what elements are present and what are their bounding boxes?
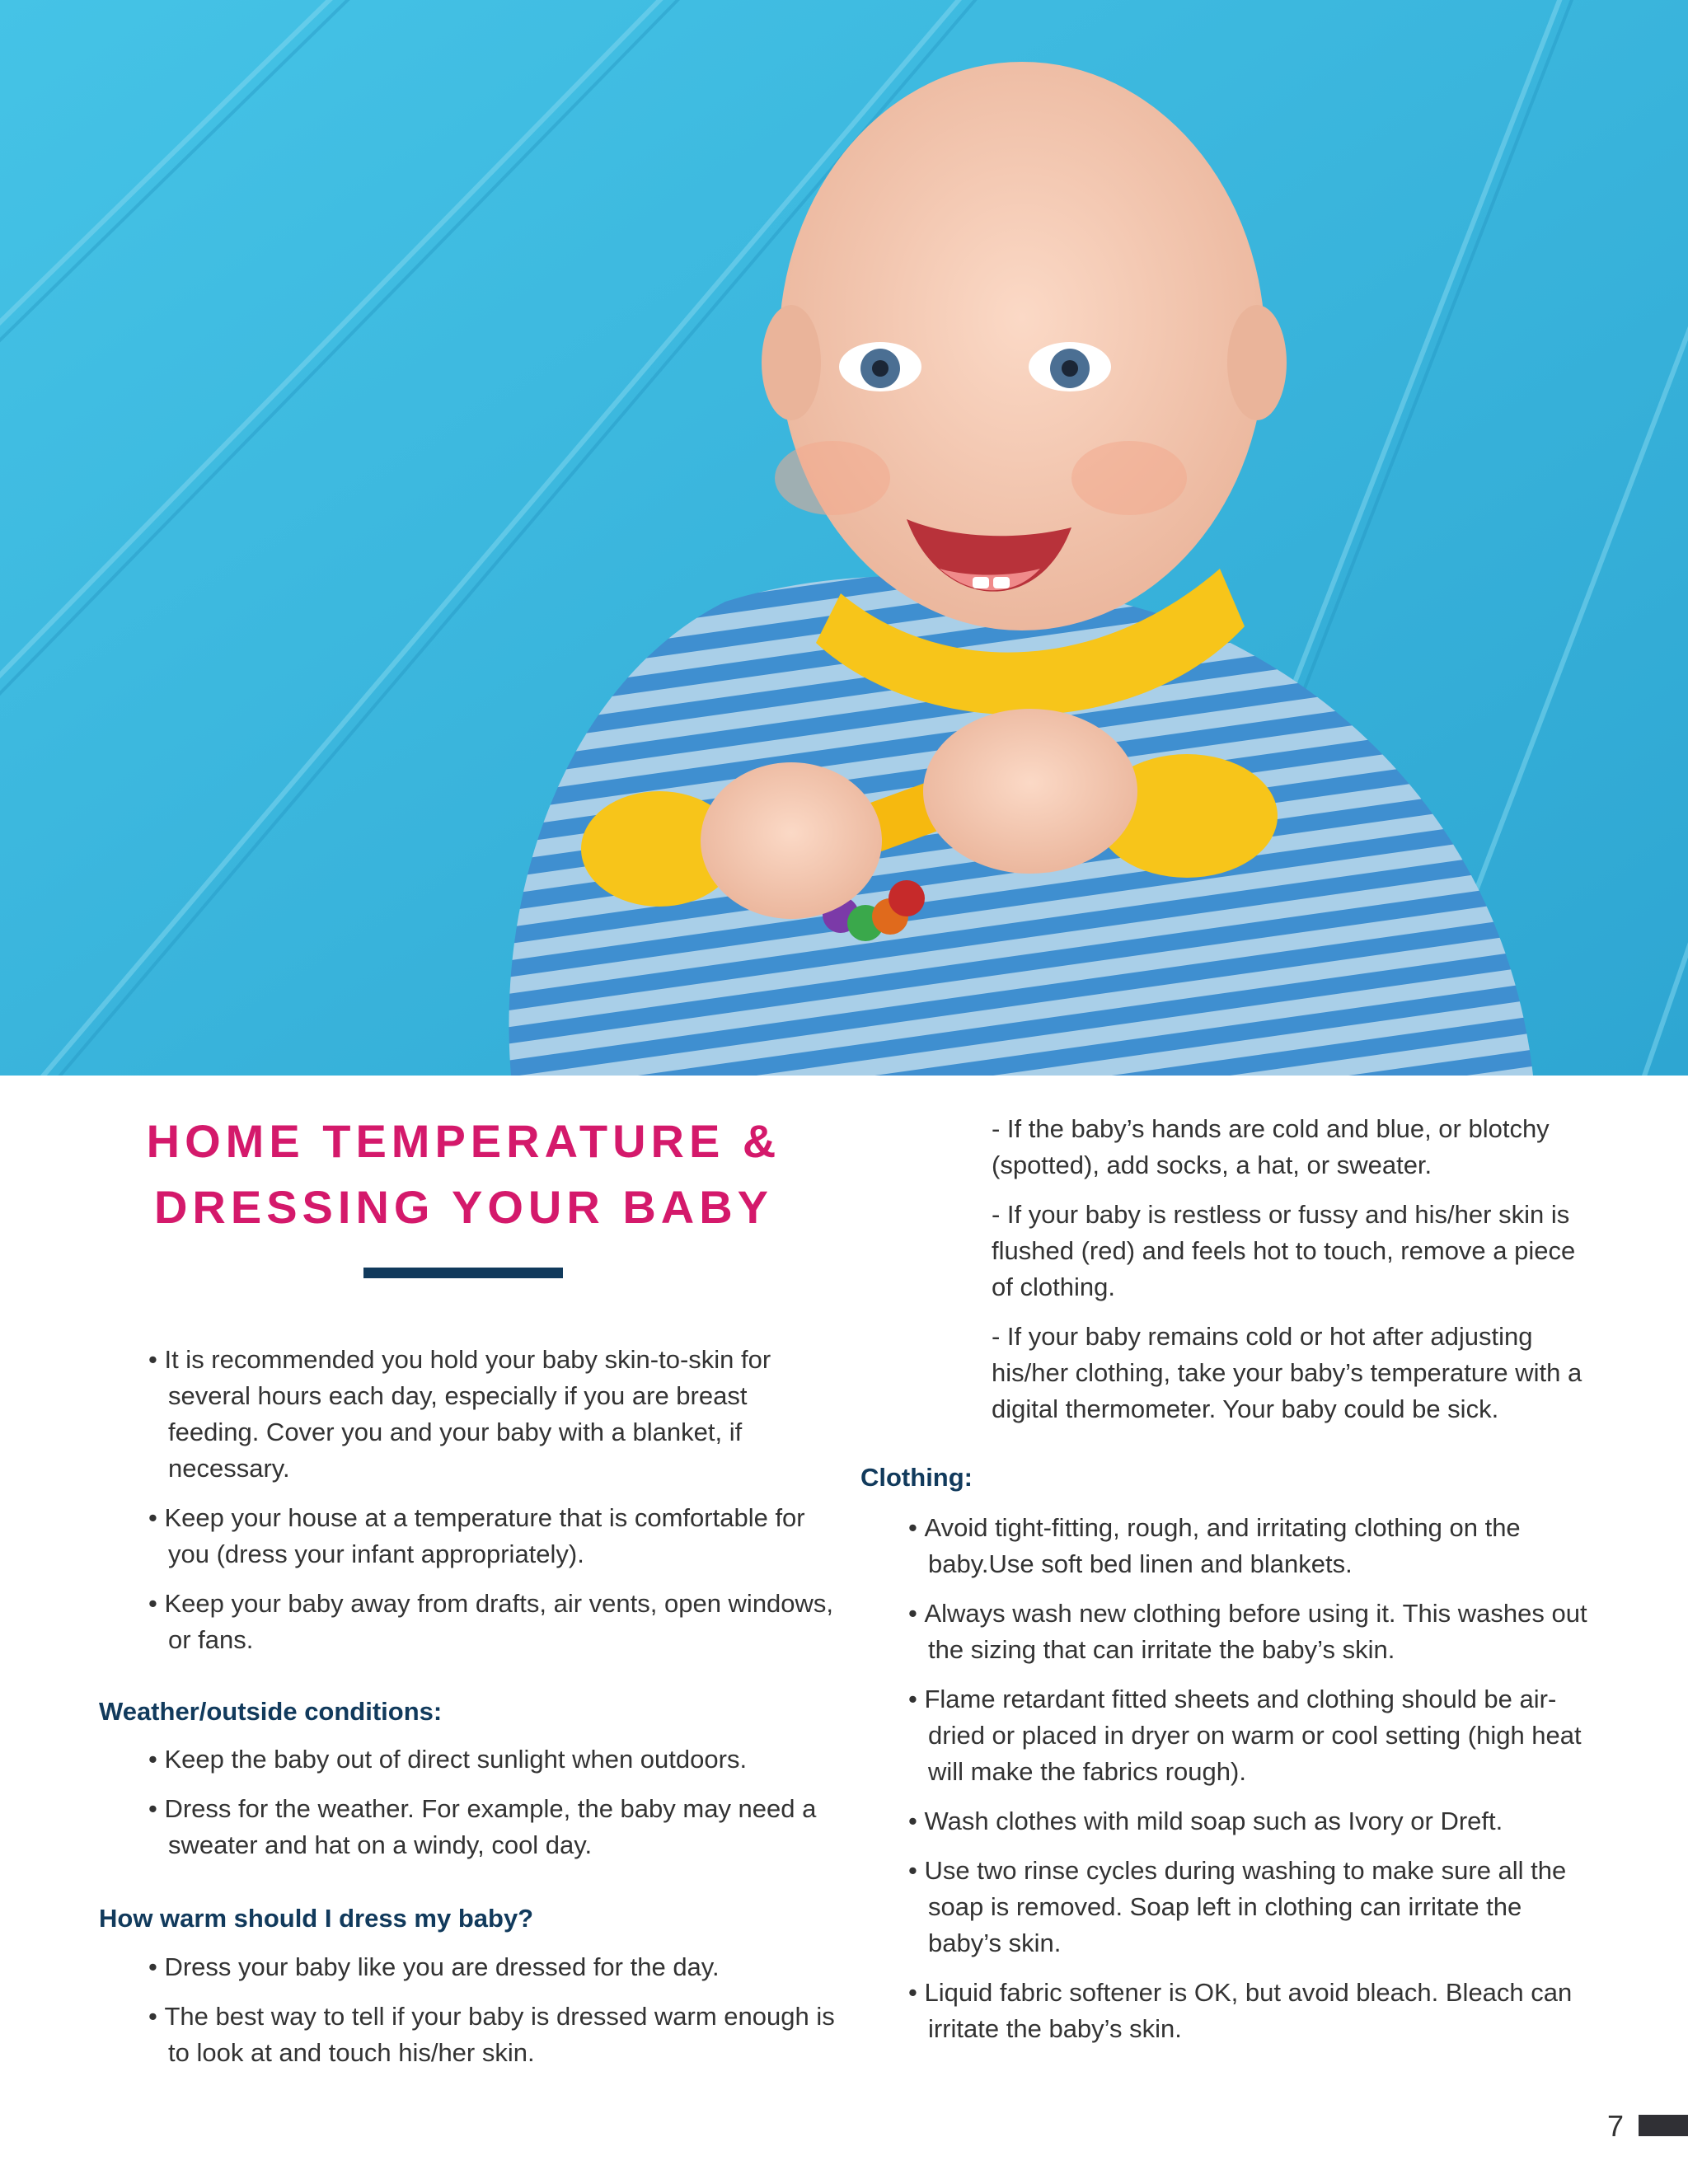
clothing-bullet-2: • Always wash new clothing before using it. This washes out the sizing that can irritate the baby’s skin.: [908, 1596, 1601, 1668]
weather-bullet-2: • Dress for the weather. For example, the baby may need a sweater and hat on a windy, cool day.: [148, 1791, 841, 1863]
dress-check-item-3: - If your baby remains cold or hot after adjusting his/her clothing, take your baby’s temperature with a digital thermometer. Your baby could be sick.: [992, 1322, 1582, 1423]
clothing-bullet-3: • Flame retardant fitted sheets and clothing should be air-dried or placed in dryer on warm or cool setting (high heat will make the fabrics rough).: [908, 1681, 1601, 1790]
hero-photo: [0, 0, 1688, 1076]
clothing-heading: Clothing:: [860, 1463, 973, 1492]
page-title-line-1: HOME TEMPERATURE &: [146, 1115, 781, 1167]
dress-check-item-1: - If the baby’s hands are cold and blue, or blotchy (spotted), add socks, a hat, or sweater.: [992, 1114, 1550, 1179]
intro-bullet-3: • Keep your baby away from drafts, air vents, open windows, or fans.: [148, 1586, 841, 1658]
title-accent-rule: [363, 1268, 563, 1278]
how-warm-heading: How warm should I dress my baby?: [99, 1904, 534, 1933]
clothing-bullet-1: • Avoid tight-fitting, rough, and irritating clothing on the baby.Use soft bed linen and blankets.: [908, 1510, 1601, 1582]
intro-bullet-2: • Keep your house at a temperature that is comfortable for you (dress your infant appropriately).: [148, 1500, 841, 1572]
dress-check-item-2: - If your baby is restless or fussy and his/her skin is flushed (red) and feels hot to touch, remove a piece of clothing.: [992, 1200, 1576, 1301]
weather-bullet-1: • Keep the baby out of direct sunlight when outdoors.: [148, 1741, 841, 1778]
dress-check-list: [992, 1111, 1601, 1427]
weather-heading: Weather/outside conditions:: [99, 1697, 443, 1726]
clothing-bullet-5: • Use two rinse cycles during washing to make sure all the soap is removed. Soap left in clothing can irritate the baby’s skin.: [908, 1853, 1601, 1961]
how-warm-bullet-list: [148, 1949, 841, 2071]
page-title: [99, 1108, 828, 1240]
clothing-bullet-list: [908, 1510, 1601, 2047]
how-warm-bullet-2: • The best way to tell if your baby is dressed warm enough is to look at and touch his/her skin.: [148, 1999, 841, 2071]
intro-bullet-list: [148, 1342, 841, 1658]
page-number: 7: [1606, 2109, 1624, 2143]
clothing-bullet-6: • Liquid fabric softener is OK, but avoid bleach. Bleach can irritate the baby’s skin.: [908, 1975, 1601, 2047]
intro-bullet-1: • It is recommended you hold your baby skin-to-skin for several hours each day, especially if you are breast feeding. Cover you and your baby with a blanket, if necessary.: [148, 1342, 841, 1487]
page-number-tab: [1639, 2115, 1688, 2136]
page-title-line-2: DRESSING YOUR BABY: [153, 1181, 774, 1233]
weather-bullet-list: [148, 1741, 841, 1863]
clothing-bullet-4: • Wash clothes with mild soap such as Ivory or Dreft.: [908, 1803, 1601, 1840]
how-warm-bullet-1: • Dress your baby like you are dressed for the day.: [148, 1949, 841, 1985]
